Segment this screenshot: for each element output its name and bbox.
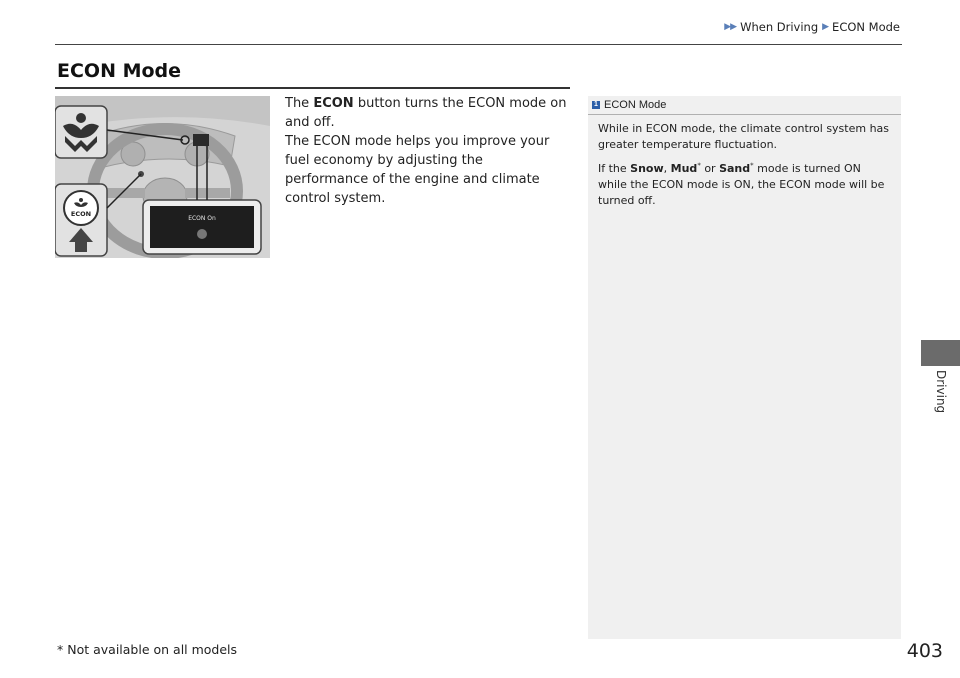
header-divider — [55, 44, 902, 45]
page-title: ECON Mode — [57, 60, 182, 82]
econ-term: ECON — [313, 96, 354, 111]
chapter-tab — [921, 340, 960, 366]
body-paragraph-1: The ECON button turns the ECON mode on and off. — [285, 96, 567, 130]
note-marker-icon: 1 — [592, 101, 600, 109]
chapter-tab-label: Driving — [934, 370, 948, 414]
triangle-icon: ▶▶ — [724, 22, 737, 32]
svg-text:ECON On: ECON On — [188, 215, 216, 222]
breadcrumb-parent: When Driving — [740, 20, 819, 34]
breadcrumb — [722, 20, 900, 34]
body-text — [285, 94, 570, 208]
footnote: * Not available on all models — [57, 642, 238, 657]
note-sidebar — [588, 96, 901, 639]
breadcrumb-current: ECON Mode — [832, 20, 900, 34]
dashboard-illustration-svg — [55, 96, 270, 258]
title-divider — [55, 87, 570, 89]
note-paragraph-1: While in ECON mode, the climate control system has greater temperature fluctuation. — [598, 122, 890, 151]
body-paragraph-2: The ECON mode helps you improve your fuel economy by adjusting the performance of the engine and climate control system. — [285, 134, 550, 206]
note-heading: 1 ECON Mode — [588, 96, 901, 115]
note-body — [588, 115, 901, 209]
triangle-icon: ▶ — [822, 22, 829, 32]
note-paragraph-2: If the Snow, Mud* or Sand* mode is turned ON while the ECON mode is ON, the ECON mode will be turned off. — [598, 161, 885, 207]
page-number: 403 — [906, 640, 943, 662]
svg-text:ECON: ECON — [70, 210, 92, 218]
dashboard-illustration — [55, 96, 270, 258]
